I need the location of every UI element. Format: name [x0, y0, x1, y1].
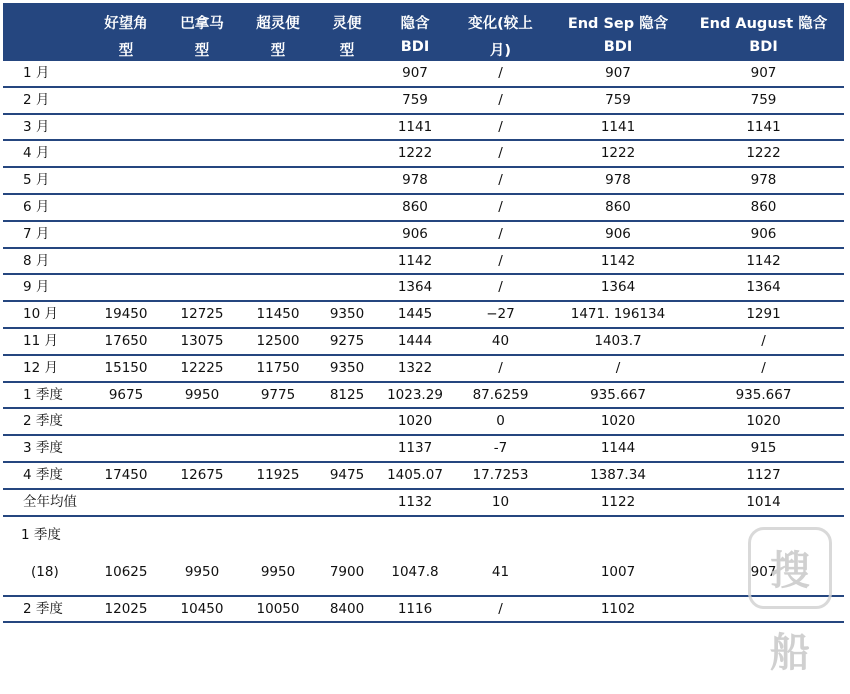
column-header [163, 3, 241, 61]
table-cell [87, 195, 165, 220]
table-cell: 0 [496, 413, 505, 430]
column-header [87, 3, 165, 61]
column-header-line2: BDI [749, 39, 778, 55]
table-header [3, 3, 844, 61]
table-cell: 1444 [397, 332, 433, 349]
table-cell [163, 141, 241, 166]
table-cell [163, 61, 241, 86]
table-cell: / [498, 65, 503, 81]
table-cell [238, 61, 318, 86]
table-cell: 8125 [329, 386, 365, 403]
row-label: 2 月 [23, 91, 50, 108]
watermark-logo: 搜船 [748, 527, 832, 609]
table-cell: 15150 [104, 359, 148, 376]
table-cell: 10450 [180, 600, 224, 617]
row-label: 4 季度 [23, 466, 63, 483]
column-header [538, 3, 698, 61]
cell-value: 1047.8 [391, 563, 439, 580]
table-cell: 10 [491, 493, 510, 510]
table-cell: / [498, 91, 503, 108]
table-cell: 12725 [180, 306, 224, 323]
table-cell: 17450 [104, 466, 148, 483]
table-row [3, 88, 844, 115]
column-header-line1: 超灵便 [256, 16, 300, 32]
table-row [3, 249, 844, 276]
table-cell [163, 517, 241, 595]
table-cell [87, 409, 165, 434]
table-cell: 1222 [600, 145, 636, 162]
column-header-line2: BDI [400, 39, 430, 55]
table-cell: 9350 [329, 359, 365, 376]
table-cell: / [498, 252, 503, 269]
table-cell: 1116 [397, 600, 433, 617]
table-cell: 1471. 196134 [570, 306, 666, 323]
table-cell: 13075 [180, 332, 224, 349]
table-cell: 935.667 [735, 386, 792, 403]
table-cell: 1020 [600, 413, 636, 430]
table-cell [238, 517, 318, 595]
table-cell [238, 490, 318, 515]
table-cell [163, 490, 241, 515]
column-header-line2: 型 [118, 43, 134, 59]
table-cell: 1322 [397, 359, 433, 376]
table-cell [238, 436, 318, 461]
table-cell: 10050 [256, 600, 300, 617]
table-cell [87, 517, 165, 595]
table-cell: 9775 [260, 386, 296, 403]
table-cell: 759 [605, 91, 631, 108]
table-cell [87, 249, 165, 274]
table-cell: 1137 [397, 440, 433, 457]
table-cell [163, 222, 241, 247]
table-cell: 11925 [256, 466, 300, 483]
table-cell: 907 [750, 65, 777, 81]
table-cell: 1142 [600, 252, 636, 269]
column-header [453, 3, 548, 61]
column-header [375, 3, 455, 61]
column-header-line1: 隐含 [400, 16, 430, 32]
row-label: 4 月 [23, 145, 50, 162]
table-row [3, 436, 844, 463]
table-cell: 1222 [397, 145, 433, 162]
table-cell: 1127 [746, 466, 781, 483]
table-cell: 1122 [600, 493, 636, 510]
table-cell [87, 222, 165, 247]
column-header-line2: BDI [603, 39, 633, 55]
table-cell: 1142 [397, 252, 433, 269]
row-label: 7 月 [23, 225, 50, 242]
table-cell: / [761, 332, 766, 349]
table-cell: 1364 [397, 279, 433, 296]
table-cell [238, 115, 318, 140]
table-cell [163, 436, 241, 461]
table-cell: 9350 [329, 306, 365, 323]
table-cell [538, 517, 698, 595]
table-cell: 1144 [600, 440, 636, 457]
table-cell [87, 168, 165, 193]
column-header-line1: 巴拿马 [180, 16, 224, 32]
table-cell: 1364 [746, 279, 781, 296]
table-row [3, 463, 844, 490]
table-cell: 1132 [397, 493, 433, 510]
table-cell [87, 88, 165, 113]
table-cell: 12225 [180, 359, 224, 376]
table-cell: 907 [605, 65, 631, 81]
column-header-line1: 好望角 [104, 16, 148, 32]
table-cell: 860 [750, 198, 777, 215]
table-cell [163, 409, 241, 434]
table-cell: 1403.7 [594, 332, 642, 349]
table-row [3, 115, 844, 142]
table-cell [163, 168, 241, 193]
row-label: 11 月 [23, 332, 58, 349]
table-cell: 759 [750, 91, 777, 108]
bdi-table [3, 3, 844, 623]
row-label: 3 月 [23, 118, 50, 135]
table-row [3, 222, 844, 249]
table-cell: 978 [402, 172, 428, 189]
table-cell: 11450 [256, 306, 300, 323]
row-label: 1 月 [23, 65, 50, 81]
table-row [3, 168, 844, 195]
table-cell: 87.6259 [472, 386, 529, 403]
table-row [3, 517, 844, 597]
table-cell: 906 [402, 225, 428, 242]
table-cell: 1387.34 [590, 466, 646, 483]
table-cell: 40 [491, 332, 510, 349]
cell-value: 10625 [104, 563, 148, 580]
cell-value: 9950 [260, 563, 296, 580]
table-cell: −27 [486, 306, 515, 323]
column-header-line2: 月) [489, 43, 512, 59]
column-header-line2: 型 [270, 43, 286, 59]
column-header-line2: 型 [339, 43, 355, 59]
row-label: 9 月 [23, 279, 50, 296]
column-header-line1: End Sep 隐含 [567, 16, 669, 32]
table-cell [87, 141, 165, 166]
table-cell: / [761, 359, 766, 376]
table-cell: 1141 [746, 118, 781, 135]
table-body [3, 61, 844, 623]
table-row [3, 141, 844, 168]
table-cell: 9275 [329, 332, 365, 349]
table-cell: 8400 [329, 600, 365, 617]
table-cell: 1291 [746, 306, 781, 323]
table-cell: / [498, 279, 503, 296]
table-row [3, 302, 844, 329]
table-cell [238, 409, 318, 434]
row-label: 2 季度 [23, 413, 63, 430]
table-cell: 906 [605, 225, 631, 242]
table-row [3, 195, 844, 222]
table-cell [163, 249, 241, 274]
table-cell: -7 [493, 440, 508, 457]
table-cell: 915 [750, 440, 777, 457]
table-row [3, 409, 844, 436]
table-cell: 1141 [600, 118, 636, 135]
table-cell [238, 141, 318, 166]
table-cell: 11750 [256, 359, 300, 376]
row-label: 6 月 [23, 198, 50, 215]
table-cell [163, 195, 241, 220]
row-label-bottom: (18) [31, 563, 59, 580]
table-cell [238, 222, 318, 247]
table-cell: 860 [402, 198, 428, 215]
table-cell: 906 [750, 225, 777, 242]
column-header [238, 3, 318, 61]
table-cell [238, 275, 318, 300]
table-cell [238, 88, 318, 113]
table-row [3, 356, 844, 383]
row-label [3, 517, 98, 595]
row-label: 10 月 [23, 306, 58, 323]
row-label: 5 月 [23, 172, 50, 189]
table-cell: 1014 [746, 493, 781, 510]
table-cell: 1222 [746, 145, 781, 162]
table-cell: / [615, 359, 621, 376]
table-cell [238, 168, 318, 193]
table-cell: / [498, 359, 503, 376]
table-cell [87, 115, 165, 140]
table-cell: / [498, 172, 503, 189]
table-row [3, 383, 844, 410]
table-cell: 759 [402, 91, 428, 108]
table-cell: 1141 [397, 118, 433, 135]
cell-value: 907 [750, 563, 777, 580]
table-cell [375, 517, 455, 595]
row-label: 2 季度 [23, 600, 63, 617]
table-row [3, 597, 844, 624]
table-cell [238, 249, 318, 274]
table-row [3, 61, 844, 88]
table-cell: 9475 [329, 466, 365, 483]
table-cell: 1102 [600, 600, 636, 617]
cell-value: 1007 [600, 563, 636, 580]
row-label: 3 季度 [23, 440, 63, 457]
table-cell: 1023.29 [387, 386, 443, 403]
table-cell: 1142 [746, 252, 781, 269]
table-cell [87, 436, 165, 461]
row-label: 1 季度 [23, 386, 63, 403]
column-header-line1: 灵便 [332, 16, 362, 32]
table-cell: / [498, 600, 503, 617]
table-cell [87, 275, 165, 300]
table-cell: / [498, 225, 503, 242]
table-cell: 19450 [104, 306, 148, 323]
row-label: 全年均值 [23, 493, 77, 510]
table-cell [453, 517, 548, 595]
column-header [683, 3, 844, 61]
column-header-line1: 变化(较上 [468, 16, 533, 32]
table-cell [163, 88, 241, 113]
table-cell [163, 275, 241, 300]
cell-value: 41 [491, 563, 510, 580]
cell-value: 7900 [329, 563, 365, 580]
column-header-line1: End August 隐含 [699, 16, 828, 32]
table-cell: 1020 [397, 413, 433, 430]
table-cell: 907 [402, 65, 428, 81]
table-cell: 1405.07 [387, 466, 443, 483]
table-cell: 1364 [600, 279, 636, 296]
table-cell: 860 [605, 198, 631, 215]
table-cell [87, 490, 165, 515]
table-cell: 12500 [256, 332, 300, 349]
table-cell: 978 [605, 172, 631, 189]
table-cell: 1445 [397, 306, 433, 323]
row-label: 12 月 [23, 359, 58, 376]
table-cell: 17.7253 [472, 466, 529, 483]
table-cell: 978 [750, 172, 777, 189]
table-cell [87, 61, 165, 86]
column-header-line2: 型 [194, 43, 210, 59]
row-label-top: 1 季度 [21, 526, 61, 543]
table-cell: 12675 [180, 466, 224, 483]
table-cell: / [498, 118, 503, 135]
table-cell: 1020 [746, 413, 781, 430]
table-cell: 9950 [184, 386, 220, 403]
table-cell: 17650 [104, 332, 148, 349]
table-cell [163, 115, 241, 140]
table-row [3, 490, 844, 517]
table-cell: / [498, 198, 503, 215]
table-cell: / [498, 145, 503, 162]
table-cell: 935.667 [590, 386, 646, 403]
table-cell [238, 195, 318, 220]
table-cell: 12025 [104, 600, 148, 617]
table-cell: 9675 [108, 386, 144, 403]
table-row [3, 329, 844, 356]
table-row [3, 275, 844, 302]
cell-value: 9950 [184, 563, 220, 580]
row-label: 8 月 [23, 252, 50, 269]
